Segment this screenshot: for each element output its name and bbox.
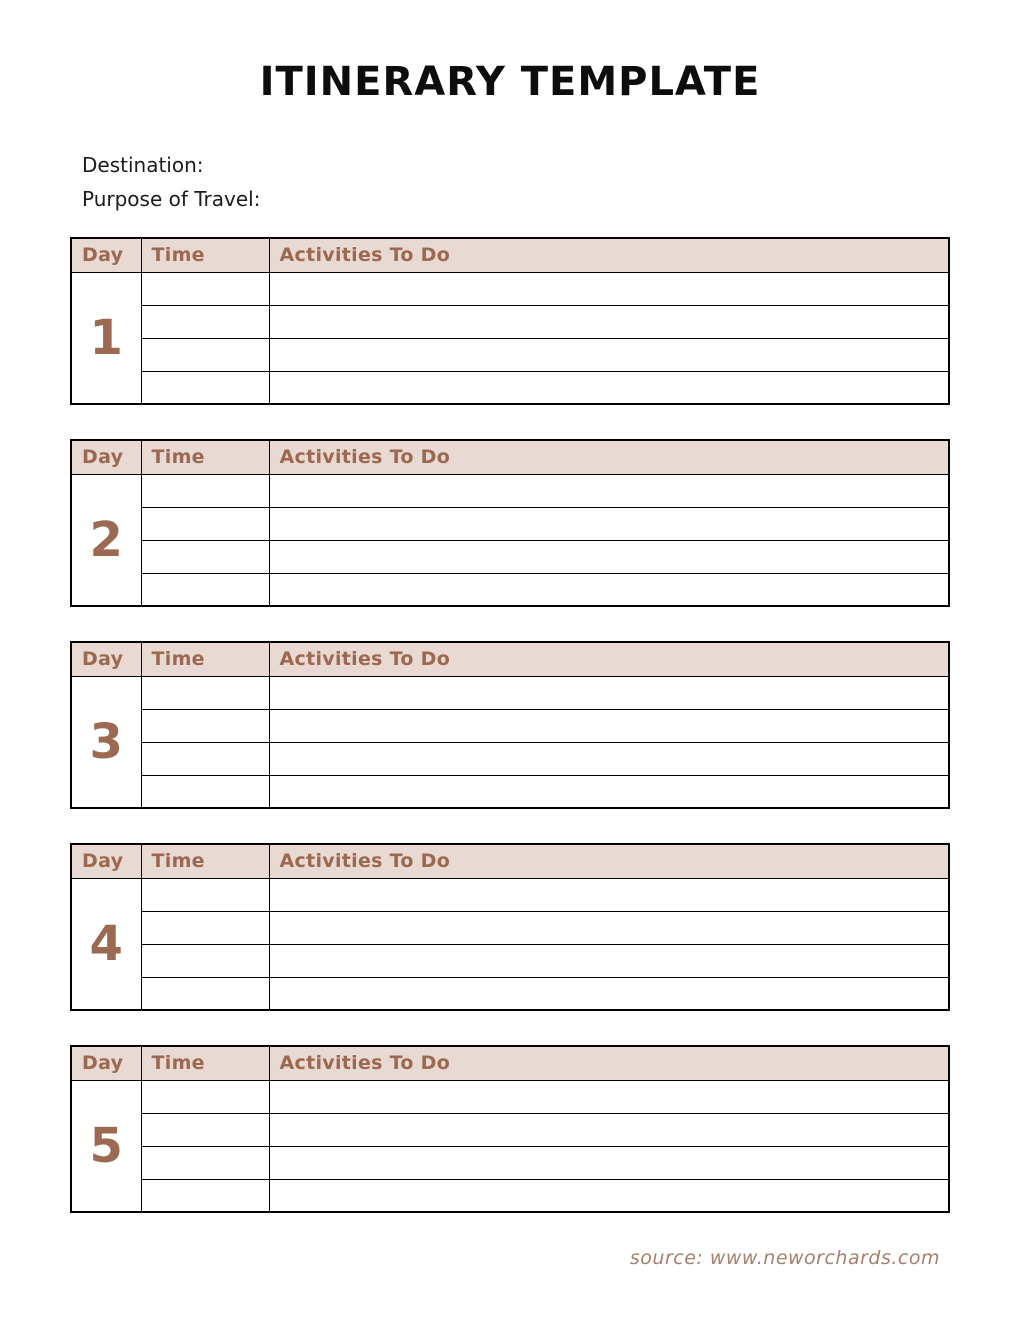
itinerary-table-day-4 [70,843,950,1011]
table-row [71,742,949,775]
activity-cell [269,474,949,507]
time-cell [141,540,269,573]
table-header-row [71,1046,949,1080]
time-cell [141,507,269,540]
time-column-header: Time [141,844,269,878]
table-row [71,944,949,977]
table-header-row [71,844,949,878]
time-cell [141,272,269,305]
day-number: 5 [71,1080,141,1212]
table-row [71,305,949,338]
time-cell [141,878,269,911]
time-cell [141,474,269,507]
table-row [71,474,949,507]
table-row [71,1146,949,1179]
time-column-header: Time [141,1046,269,1080]
activity-cell [269,272,949,305]
time-cell [141,573,269,606]
activity-cell [269,742,949,775]
time-cell [141,676,269,709]
table-row [71,911,949,944]
day-column-header: Day [71,238,141,272]
activity-cell [269,944,949,977]
activity-cell [269,1179,949,1212]
table-row [71,1179,949,1212]
table-row [71,775,949,808]
time-column-header: Time [141,238,269,272]
day-number: 2 [71,474,141,606]
day-number: 4 [71,878,141,1010]
time-cell [141,1179,269,1212]
time-cell [141,742,269,775]
table-row [71,573,949,606]
time-cell [141,775,269,808]
activities-column-header: Activities To Do [269,238,949,272]
activity-cell [269,1080,949,1113]
activity-cell [269,977,949,1010]
purpose-of-travel-label: Purpose of Travel: [82,187,261,211]
activities-column-header: Activities To Do [269,844,949,878]
activity-cell [269,305,949,338]
destination-label: Destination: [82,153,204,177]
activity-cell [269,1113,949,1146]
time-cell [141,1113,269,1146]
table-row [71,709,949,742]
activity-cell [269,878,949,911]
day-column-header: Day [71,642,141,676]
table-header-row [71,642,949,676]
activity-cell [269,676,949,709]
table-row [71,878,949,911]
table-row [71,676,949,709]
table-header-row [71,440,949,474]
table-row [71,371,949,404]
time-cell [141,338,269,371]
activities-column-header: Activities To Do [269,642,949,676]
activity-cell [269,507,949,540]
activity-cell [269,540,949,573]
day-column-header: Day [71,844,141,878]
table-row [71,507,949,540]
table-row [71,977,949,1010]
table-row [71,338,949,371]
activity-cell [269,338,949,371]
activity-cell [269,573,949,606]
activity-cell [269,709,949,742]
itinerary-table-day-1 [70,237,950,405]
time-cell [141,1146,269,1179]
activities-column-header: Activities To Do [269,440,949,474]
table-row [71,1113,949,1146]
day-number: 3 [71,676,141,808]
time-cell [141,305,269,338]
activity-cell [269,1146,949,1179]
time-cell [141,911,269,944]
itinerary-table-day-5 [70,1045,950,1213]
time-column-header: Time [141,440,269,474]
activities-column-header: Activities To Do [269,1046,949,1080]
day-column-header: Day [71,440,141,474]
table-header-row [71,238,949,272]
activity-cell [269,775,949,808]
time-cell [141,371,269,404]
activity-cell [269,911,949,944]
source-credit: source: www.neworchards.com [629,1247,940,1269]
page-title: ITINERARY TEMPLATE [259,59,761,105]
table-row [71,540,949,573]
time-cell [141,1080,269,1113]
time-column-header: Time [141,642,269,676]
time-cell [141,709,269,742]
day-number: 1 [71,272,141,404]
itinerary-table-day-2 [70,439,950,607]
table-row [71,272,949,305]
itinerary-table-day-3 [70,641,950,809]
activity-cell [269,371,949,404]
time-cell [141,977,269,1010]
time-cell [141,944,269,977]
table-row [71,1080,949,1113]
day-column-header: Day [71,1046,141,1080]
travel-info-fields [70,148,950,216]
